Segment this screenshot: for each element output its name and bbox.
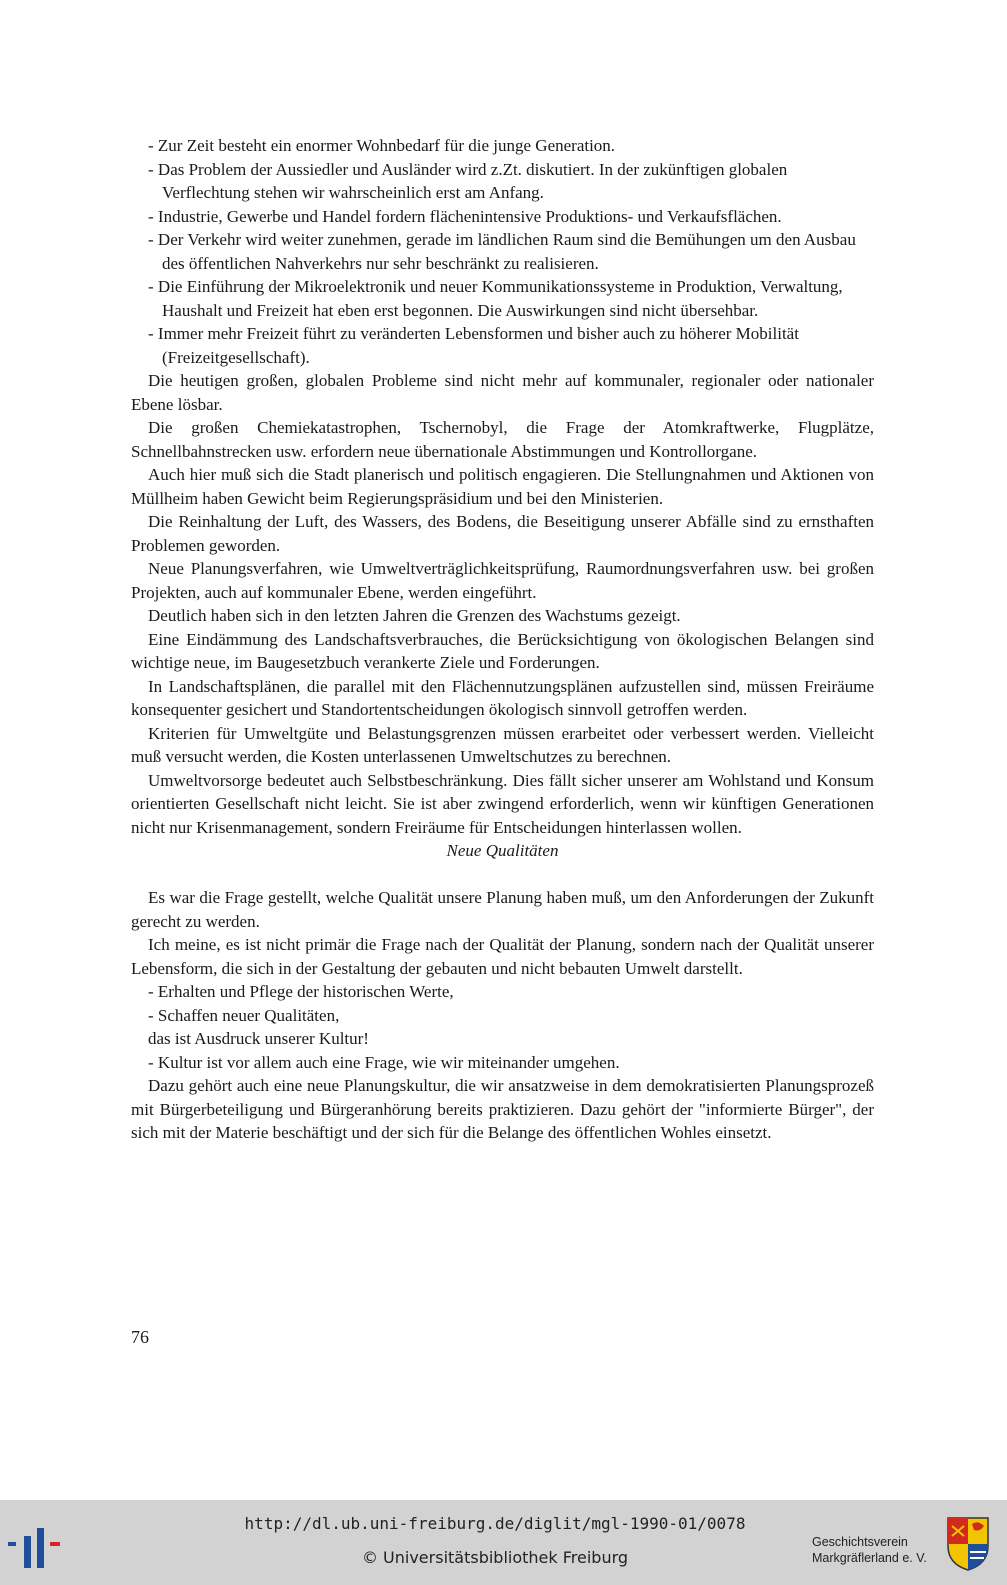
paragraph: Die großen Chemiekatastrophen, Tschernobyl, die Frage der Atomkraftwerke, Flugplätze, Schnellbahnstrecken usw. erfordern neue übernationale Abstimmungen und Kontrollorgane. [131, 418, 874, 461]
list-item: - Erhalten und Pflege der historischen Werte, [148, 982, 454, 1001]
copyright-text: © Universitätsbibliothek Freiburg [361, 1548, 629, 1567]
paragraph: Die heutigen großen, globalen Probleme sind nicht mehr auf kommunaler, regionaler oder nationaler Ebene lösbar. [131, 371, 874, 414]
list-item: - Schaffen neuer Qualitäten, [148, 1005, 340, 1025]
paragraph: das ist Ausdruck unserer Kultur! [148, 1029, 369, 1048]
source-url-link[interactable]: http://dl.ub.uni-freiburg.de/diglit/mgl-1990-01/0078 [244, 1514, 746, 1533]
coat-of-arms-icon [946, 1516, 990, 1572]
paragraph: Die Reinhaltung der Luft, des Wassers, des Bodens, die Beseitigung unserer Abfälle sind zu ernsthaften Problemen geworden. [131, 512, 874, 555]
paragraph: Eine Eindämmung des Landschaftsverbrauches, die Berücksichtigung von ökologischen Belangen sind wichtige neue, im Baugesetzbuch verankerte Ziele und Forderungen. [131, 629, 874, 672]
list-item: - Zur Zeit besteht ein enormer Wohnbedarf für die junge Generation. [148, 136, 616, 155]
paragraph: Auch hier muß sich die Stadt planerisch und politisch engagieren. Die Stellungnahmen und Aktionen von Müllheim haben Gewicht beim Regierungspräsidium und bei den Ministerien. [131, 465, 874, 508]
paragraph: Umweltvorsorge bedeutet auch Selbstbeschränkung. Dies fällt sicher unserer am Wohlstand und Konsum orientierten Gesellschaft nicht leicht. Sie ist aber zwingend erforderlich, wenn wir künftigen Generationen nicht nur Krisenmanagement, sondern Freiräume für Entscheidungen hinterlassen wollen. [131, 770, 874, 837]
paragraph: Ich meine, es ist nicht primär die Frage nach der Qualität der Planung, sondern nach der Qualität unserer Lebensform, die sich in der Gestaltung der gebauten und nicht bebauten Umwelt darstellt. [131, 935, 874, 978]
list-item: - Industrie, Gewerbe und Handel fordern flächenintensive Produktions- und Verkaufsflächen. [148, 206, 782, 226]
page-number: 76 [131, 1327, 149, 1347]
paragraph: Es war die Frage gestellt, welche Qualität unsere Planung haben muß, um den Anforderungen der Zukunft gerecht zu werden. [131, 888, 874, 931]
section-heading: Neue Qualitäten [446, 841, 559, 860]
list-item: - Immer mehr Freizeit führt zu veränderten Lebensformen und bisher auch zu höherer Mobilität (Freizeitgesellschaft). [148, 324, 799, 367]
paragraph: Deutlich haben sich in den letzten Jahren die Grenzen des Wachstums gezeigt. [148, 606, 681, 625]
footer-bar [0, 1500, 1007, 1585]
paragraph: Dazu gehört auch eine neue Planungskultur, die wir ansatzweise in dem demokratisierten Planungsprozeß mit Bürgerbeteiligung und Bürgeranhörung bereits praktizieren. Dazu gehört der "informierte Bürger", der sich mit der Materie beschäftigt und der sich für die Belange des öffentlichen Wohles einsetzt. [131, 1076, 874, 1142]
society-name [812, 1534, 927, 1566]
list-item: - Die Einführung der Mikroelektronik und neuer Kommunikationssysteme in Produktion, Verwaltung, Haushalt und Freizeit hat eben erst begonnen. Die Auswirkungen sind nicht übersehbar. [148, 277, 843, 320]
list-item: - Kultur ist vor allem auch eine Frage, wie wir miteinander umgehen. [148, 1052, 620, 1072]
list-item: - Der Verkehr wird weiter zunehmen, gerade im ländlichen Raum sind die Bemühungen um den Ausbau des öffentlichen Nahverkehrs nur sehr beschränkt zu realisieren. [148, 230, 856, 273]
society-name-line: Geschichtsverein [812, 1535, 908, 1549]
paragraph: In Landschaftsplänen, die parallel mit den Flächennutzungsplänen aufzustellen sind, müssen Freiräume konsequenter gesichert und Standortentscheidungen ökologisch sinnvoll getroffen werden. [131, 676, 874, 719]
paragraph: Neue Planungsverfahren, wie Umweltverträglichkeitsprüfung, Raumordnungsverfahren usw. bei großen Projekten, auch auf kommunaler Ebene, werden eingeführt. [131, 559, 874, 602]
society-name-line: Markgräflerland e. V. [812, 1551, 927, 1565]
body-text [131, 134, 874, 1145]
paragraph: Kriterien für Umweltgüte und Belastungsgrenzen müssen erarbeitet oder verbessert werden. Vielleicht muß versucht werden, die Kosten unterlassenen Umweltschutzes zu berechnen. [131, 723, 874, 766]
list-item: - Das Problem der Aussiedler und Ausländer wird z.Zt. diskutiert. In der zukünftigen globalen Verflechtung stehen wir wahrscheinlich erst am Anfang. [148, 159, 788, 202]
